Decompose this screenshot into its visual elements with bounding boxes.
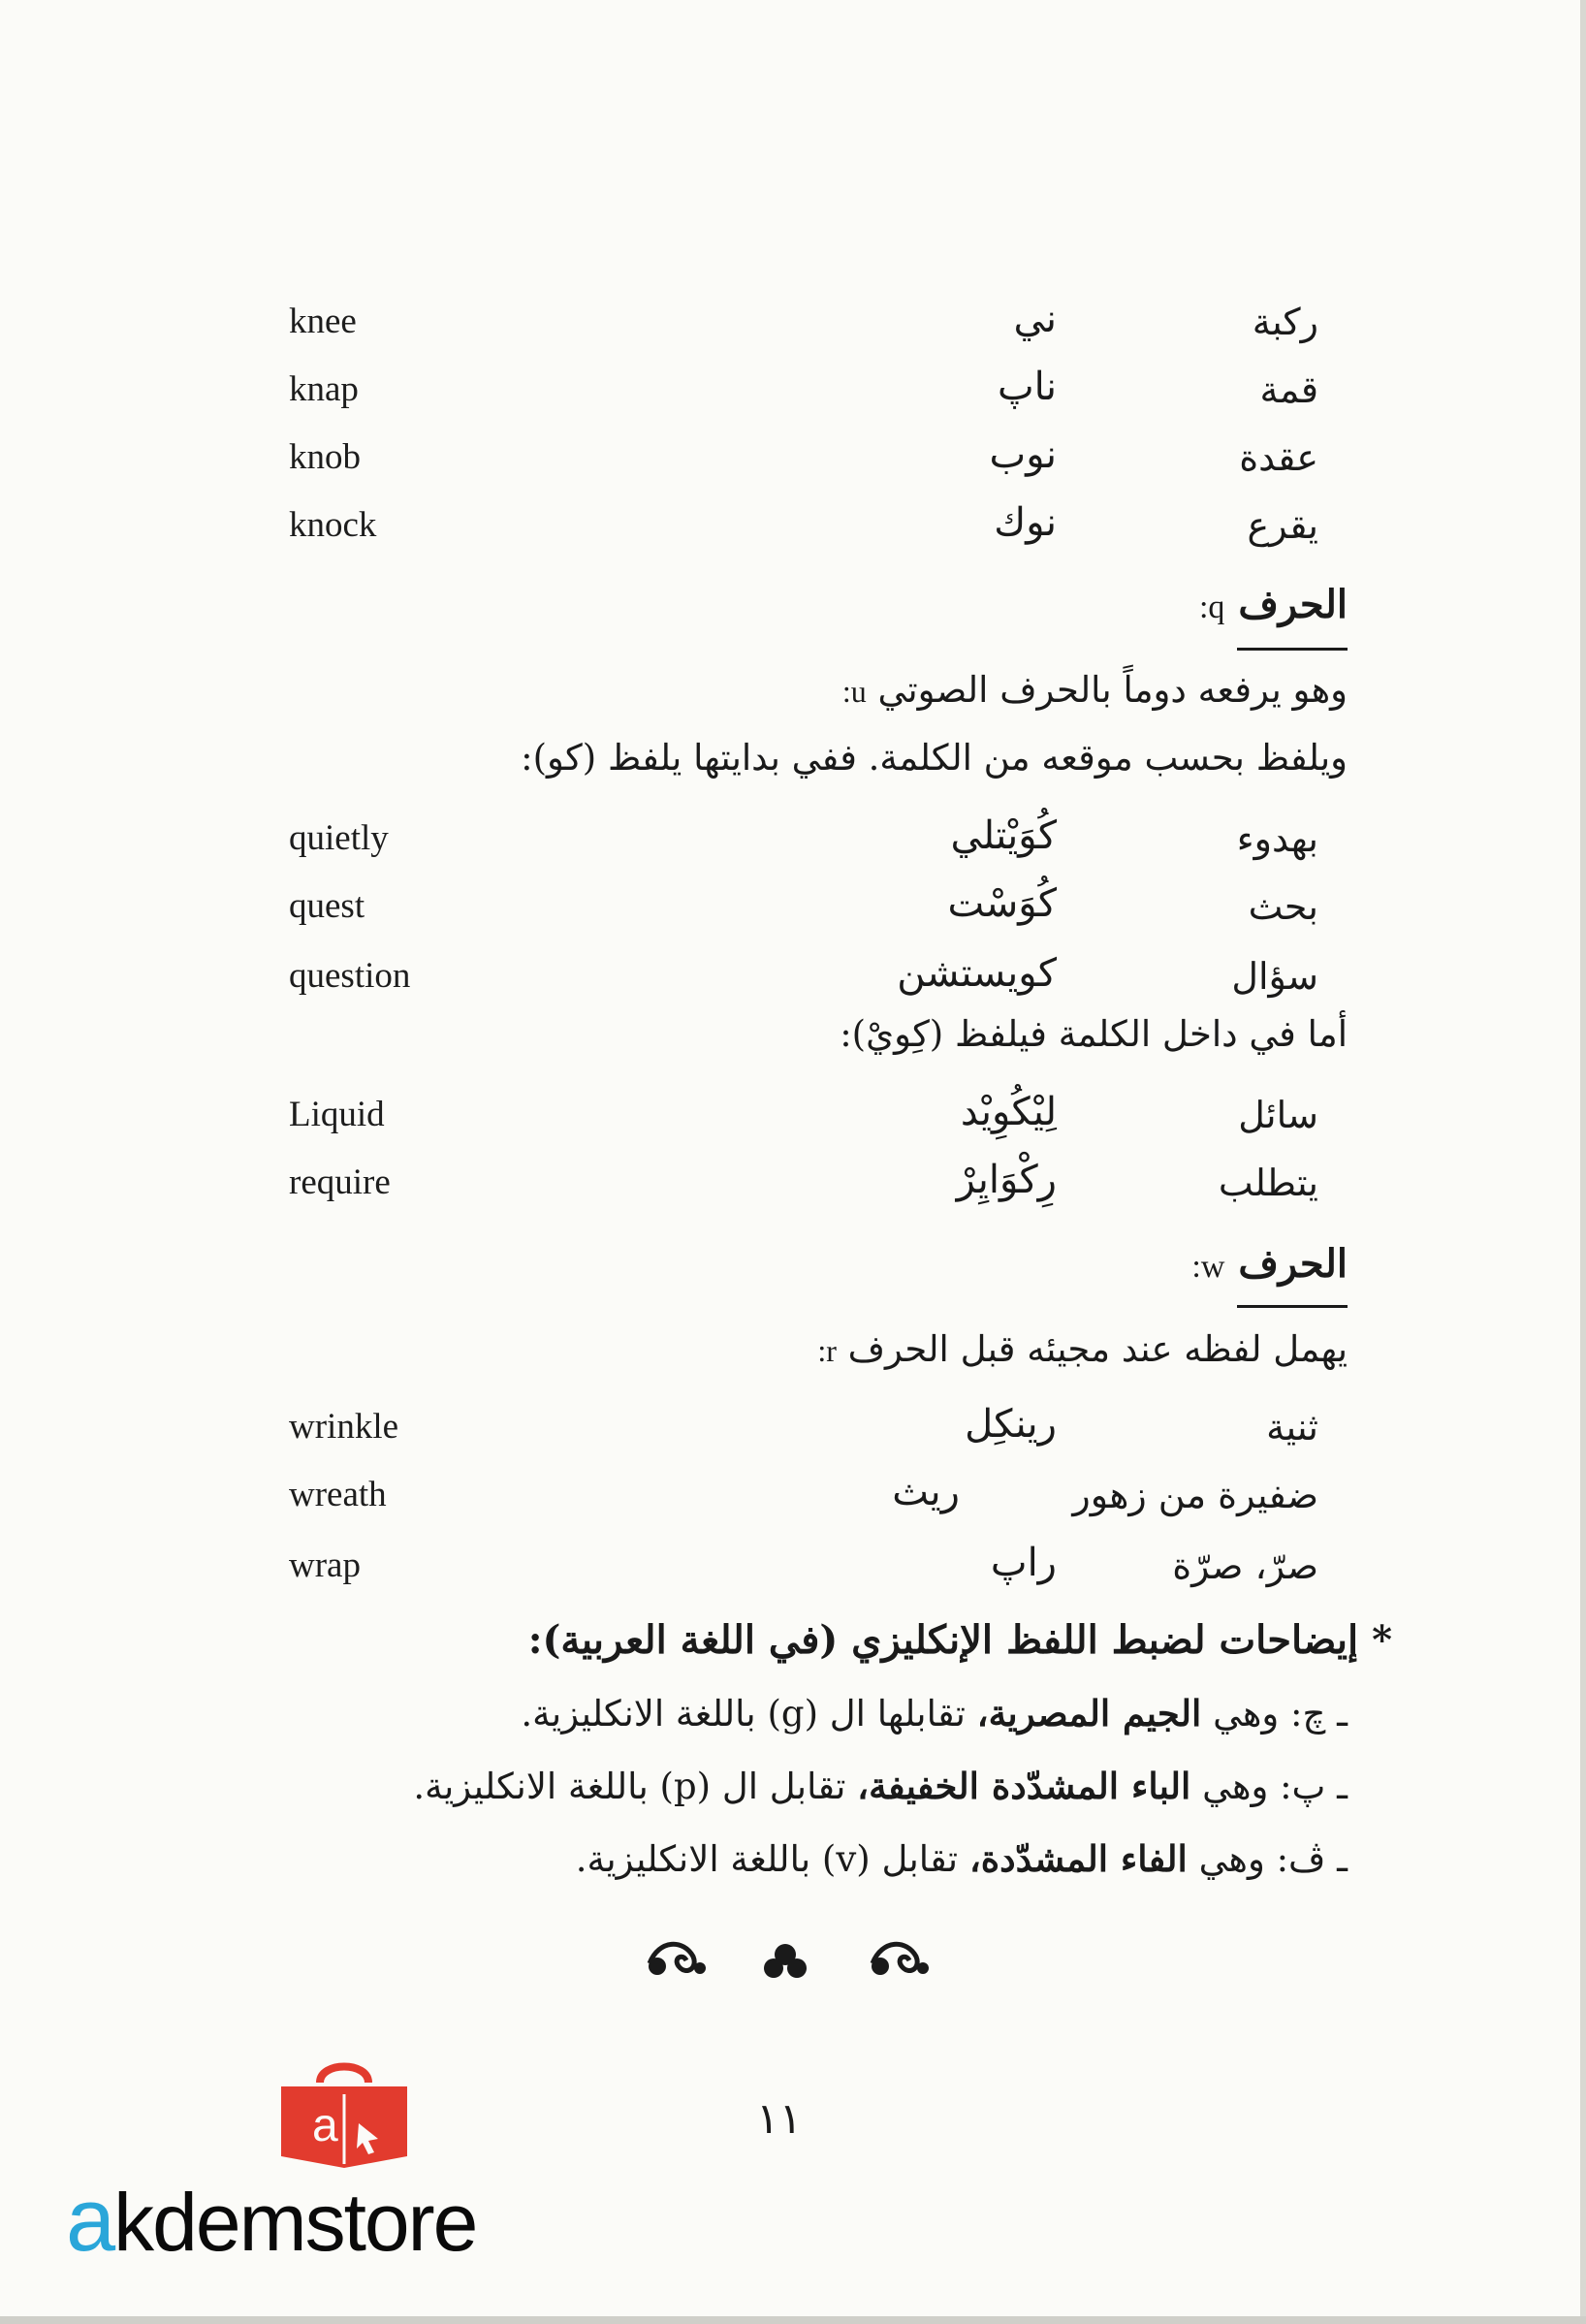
ornament-divider-icon	[640, 1929, 931, 1988]
english-word: question	[289, 956, 411, 996]
pronunciation: كُوَيْتلي	[950, 813, 1057, 858]
logo-wordmark-rest: kdemstore	[113, 2177, 477, 2268]
pronunciation: كويستشن	[897, 951, 1057, 996]
section-heading-q	[1199, 582, 1348, 627]
english-word: quest	[289, 886, 365, 926]
arabic-meaning: صرّ، صرّة	[1172, 1544, 1318, 1587]
english-word: wreath	[289, 1475, 387, 1514]
arabic-meaning: بهدوء	[1236, 817, 1318, 860]
vocab-row	[281, 1152, 1348, 1220]
section-heading-w	[1191, 1241, 1348, 1287]
arabic-meaning: بحث	[1248, 885, 1318, 928]
arabic-meaning: عقدة	[1239, 436, 1318, 479]
pronunciation: رِكْوَايِرْ	[956, 1158, 1057, 1202]
scan-edge	[1580, 0, 1586, 2324]
pronunciation: نوب	[989, 432, 1057, 477]
english-word: quietly	[289, 818, 389, 858]
book-bag-icon	[262, 2055, 427, 2172]
heading-word: الحرف	[1238, 1241, 1348, 1287]
logo-accent-letter: a	[66, 2171, 114, 2270]
paragraph: أما في داخل الكلمة فيلفظ (كِويْ):	[840, 1013, 1348, 1055]
pronunciation: نوك	[994, 500, 1057, 545]
vocab-row	[281, 875, 1348, 943]
logo-icon-letter: a	[312, 2100, 338, 2151]
pronunciation: ناپ	[998, 365, 1057, 409]
arabic-meaning: ركبة	[1252, 301, 1318, 343]
vocab-row	[281, 945, 1348, 1013]
paragraph: يهمل لفظه عند مجيئه قبل الحرف r:	[817, 1328, 1348, 1370]
pronunciation: رينكِل	[965, 1402, 1057, 1447]
english-word: require	[289, 1162, 391, 1202]
heading-underline	[1237, 648, 1348, 651]
note-item: ـ ڤ: وهي الفاء المشدّدة، تقابل (v) باللغة الانكليزية.	[575, 1837, 1348, 1880]
notes-title: * إيضاحات لضبط اللفظ الإنكليزي (في اللغة العربية):	[527, 1617, 1392, 1663]
heading-letter: w:	[1191, 1249, 1225, 1285]
paragraph: وهو يرفعه دوماً بالحرف الصوتي u:	[841, 669, 1348, 711]
english-word: knob	[289, 437, 361, 477]
note-item: ـ پ: وهي الباء المشدّدة الخفيفة، تقابل ال (p) باللغة الانكليزية.	[413, 1765, 1348, 1807]
pronunciation: راپ	[990, 1541, 1057, 1585]
english-word: knee	[289, 302, 357, 341]
latin-letter: u:	[841, 674, 867, 709]
arabic-meaning: سؤال	[1231, 955, 1318, 998]
heading-word: الحرف	[1238, 582, 1348, 627]
pronunciation: ني	[1013, 297, 1057, 341]
vocab-row	[281, 1396, 1348, 1464]
vocab-row	[281, 1084, 1348, 1152]
english-word: wrinkle	[289, 1407, 399, 1447]
arabic-meaning: قمة	[1259, 368, 1318, 411]
vocab-row	[281, 808, 1348, 875]
pronunciation: لِيْكُوِيْد	[960, 1090, 1057, 1134]
arabic-meaning: ضفيرة من زهور	[1072, 1474, 1318, 1516]
pronunciation: كُوَسْت	[947, 881, 1057, 926]
pronunciation: ريث	[892, 1470, 960, 1514]
arabic-meaning: سائل	[1238, 1094, 1318, 1136]
vocab-row	[281, 1535, 1348, 1603]
english-word: Liquid	[289, 1095, 385, 1134]
arabic-meaning: ثنية	[1266, 1406, 1318, 1449]
arabic-meaning: يقرع	[1247, 504, 1318, 547]
vocab-row	[281, 427, 1348, 494]
akdemstore-logo	[58, 2055, 601, 2288]
vocab-row	[281, 291, 1348, 359]
vocab-row	[281, 359, 1348, 427]
vocab-row	[281, 1464, 1348, 1532]
english-word: knock	[289, 505, 377, 545]
logo-wordmark	[66, 2170, 476, 2272]
scan-edge-bottom	[0, 2316, 1586, 2324]
vocab-row	[281, 494, 1348, 562]
latin-letter: r:	[817, 1333, 837, 1368]
english-word: wrap	[289, 1545, 361, 1585]
page-number: ١١	[756, 2094, 803, 2144]
heading-letter: q:	[1198, 589, 1225, 625]
heading-underline	[1237, 1305, 1348, 1308]
note-item: ـ چ: وهي الجيم المصرية، تقابلها ال (g) باللغة الانكليزية.	[521, 1692, 1348, 1735]
english-word: knap	[289, 369, 359, 409]
arabic-meaning: يتطلب	[1218, 1162, 1318, 1204]
paragraph: ويلفظ بحسب موقعه من الكلمة. ففي بدايتها يلفظ (كو):	[521, 737, 1348, 779]
